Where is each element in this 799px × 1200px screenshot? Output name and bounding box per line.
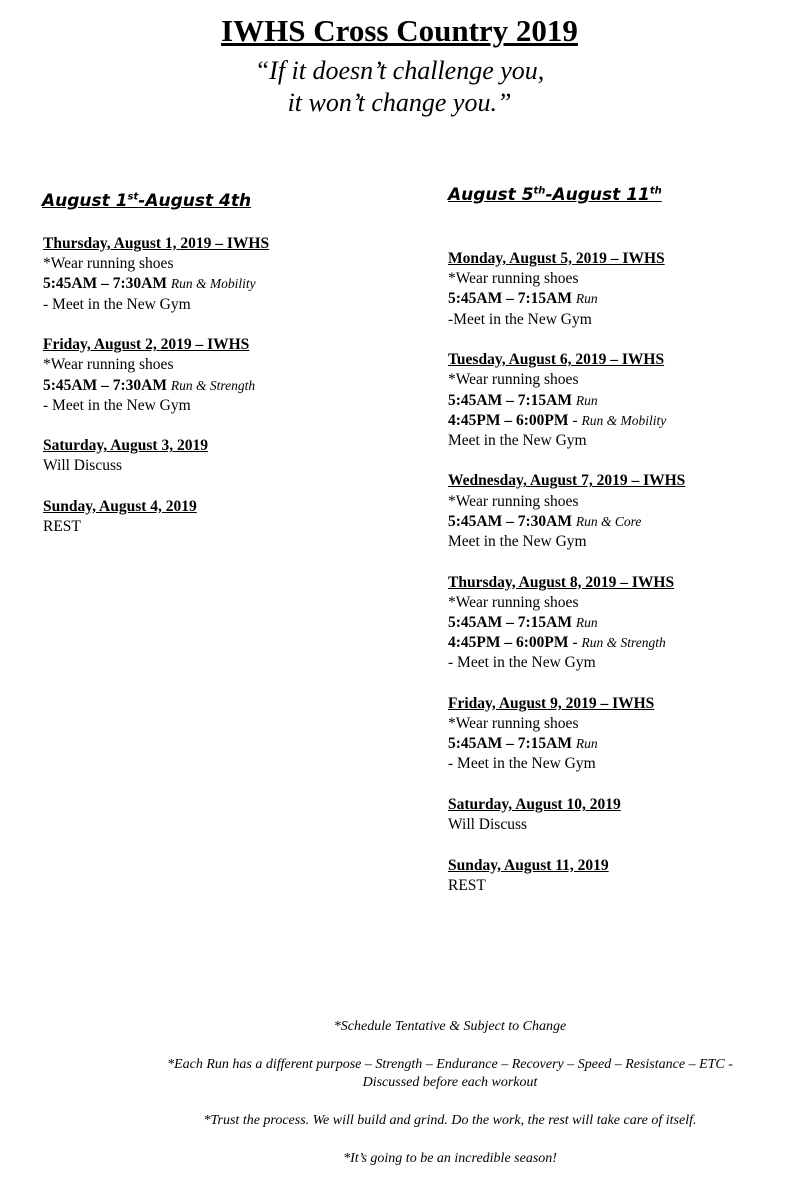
day-note: *Wear running shoes [448,593,579,611]
day-title: Thursday, August 8, 2019 – IWHS [448,573,675,591]
week2-heading-part1: August 5 [448,185,534,205]
day-session [448,734,793,754]
day-note: *Wear running shoes [448,492,579,510]
day-location: -Meet in the New Gym [448,310,592,328]
week2-heading-part2: -August 11 [545,185,650,205]
session-activity: Run & Mobility [581,412,667,428]
session-activity: Run [575,392,598,408]
day-location: - Meet in the New Gym [448,654,596,672]
day-title: Tuesday, August 6, 2019 – IWHS [448,351,665,369]
day-session-2: 4:45PM – 6:00PM - Run & Strength [448,634,666,652]
motto [0,55,799,118]
week2-heading-sup1: th [533,185,546,197]
week2-schedule [448,249,793,916]
page-title: IWHS Cross Country 2019 [221,13,578,48]
day-session [448,391,793,411]
footer-note-line: *Each Run has a different purpose – Strength – Endurance – Recovery – Speed – Resistance – ETC - [167,1057,733,1072]
day-entry [43,436,403,476]
day-session-2: 4:45PM – 6:00PM - Run & Mobility [448,411,667,429]
session-activity: Run & Mobility [170,276,256,292]
session-time: 5:45AM – 7:15AM [448,613,572,631]
week1-heading-part2: -August 4th [138,191,252,211]
day-note: REST [43,518,81,536]
session-activity: Run & Strength [170,377,256,393]
day-note: Will Discuss [43,457,123,475]
session-time: 4:45PM – 6:00PM [448,411,569,429]
session-activity: Run & Core [575,513,642,529]
day-title: Friday, August 9, 2019 – IWHS [448,694,655,712]
footer-note: *Schedule Tentative & Subject to Change [333,1019,567,1034]
day-entry [448,694,793,775]
week2-heading [448,185,662,205]
session-time: 5:45AM – 7:30AM [448,512,572,530]
day-entry [43,497,403,537]
day-title: Sunday, August 11, 2019 [448,856,609,874]
day-title: Wednesday, August 7, 2019 – IWHS [448,472,686,490]
week1-schedule [43,234,403,558]
footer-note-line: Discussed before each workout [362,1075,538,1090]
day-title: Saturday, August 10, 2019 [448,795,621,813]
day-location: - Meet in the New Gym [43,396,191,414]
day-note: REST [448,876,486,894]
day-location: - Meet in the New Gym [43,295,191,313]
day-location: Meet in the New Gym [448,431,587,449]
session-time: 5:45AM – 7:15AM [448,290,572,308]
session-activity: Run [575,736,598,752]
motto-line-2: it won’t change you.” [287,87,512,117]
session-time: 5:45AM – 7:30AM [43,275,167,293]
day-title: Sunday, August 4, 2019 [43,497,197,515]
day-note: *Wear running shoes [448,270,579,288]
day-entry [448,573,793,674]
day-entry [448,350,793,451]
week2-heading-sup2: th [649,185,662,197]
session-activity: Run & Strength [581,635,666,651]
day-title: Saturday, August 3, 2019 [43,437,208,455]
session-time: 5:45AM – 7:15AM [448,735,572,753]
day-note: *Wear running shoes [448,715,579,733]
session-activity: Run [575,291,598,307]
footer-note [120,1056,780,1092]
week1-heading [42,191,251,211]
footer-note: *It’s going to be an incredible season! [343,1151,557,1166]
day-entry [448,856,793,896]
day-entry [448,795,793,835]
day-title: Thursday, August 1, 2019 – IWHS [43,235,270,252]
week1-heading-part1: August 1 [42,191,128,211]
session-activity: Run [575,614,598,630]
day-note: Will Discuss [448,816,528,834]
day-location: Meet in the New Gym [448,533,587,551]
footer-notes [120,1018,780,1188]
day-note: *Wear running shoes [43,356,174,374]
day-session [43,376,403,396]
day-note: *Wear running shoes [448,371,579,389]
day-title: Friday, August 2, 2019 – IWHS [43,336,250,354]
session-time: 5:45AM – 7:30AM [43,376,167,394]
day-session [448,613,793,633]
day-entry [448,249,793,330]
day-location: - Meet in the New Gym [448,755,596,773]
week1-heading-sup: st [127,191,139,203]
motto-line-1: “If it doesn’t challenge you, [254,56,545,85]
session-time: 5:45AM – 7:15AM [448,391,572,409]
day-title: Monday, August 5, 2019 – IWHS [448,250,665,267]
day-session [448,512,793,532]
day-entry [43,234,403,315]
day-session [43,274,403,294]
day-entry [43,335,403,416]
day-session [448,289,793,309]
day-note: *Wear running shoes [43,255,174,273]
footer-note: *Trust the process. We will build and grind. Do the work, the rest will take care of itself. [203,1113,697,1128]
day-entry [448,471,793,552]
session-time: 4:45PM – 6:00PM [448,634,569,652]
